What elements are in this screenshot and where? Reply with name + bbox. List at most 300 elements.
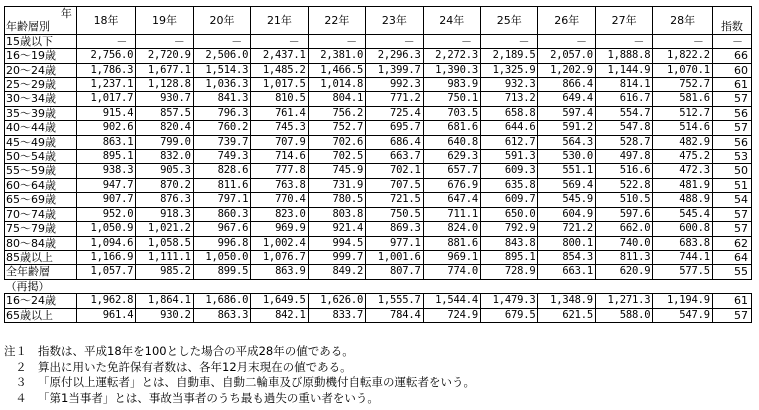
value-cell: 841.3	[193, 92, 250, 106]
value-cell: 1,002.4	[251, 236, 308, 250]
value-cell: 1,390.3	[423, 63, 480, 77]
value-cell: 803.8	[308, 207, 365, 221]
value-cell: 635.8	[481, 178, 538, 192]
value-cell: 1,057.7	[76, 265, 136, 279]
table-row	[5, 63, 752, 77]
value-cell: 475.2	[653, 150, 713, 164]
value-cell: 551.1	[538, 164, 595, 178]
value-cell: 512.7	[653, 106, 713, 120]
value-cell: 828.6	[193, 164, 250, 178]
value-cell: 930.7	[136, 92, 193, 106]
corner-age-label: 年齢層別	[5, 20, 77, 34]
age-group-label: 30～34歳	[5, 92, 77, 106]
value-cell: 591.2	[538, 121, 595, 135]
year-header: 27年	[595, 7, 652, 35]
value-cell: 866.4	[538, 78, 595, 92]
reprint-row	[5, 294, 752, 308]
value-cell: 992.3	[366, 78, 423, 92]
accident-rate-table-wrap	[4, 6, 752, 323]
value-cell: 612.7	[481, 135, 538, 149]
value-cell: 905.3	[136, 164, 193, 178]
value-cell: 881.6	[423, 236, 480, 250]
table-row	[5, 106, 752, 120]
value-cell: 811.3	[595, 250, 652, 264]
index-cell: 53	[712, 150, 751, 164]
value-cell: 857.5	[136, 106, 193, 120]
index-cell: 57	[712, 222, 751, 236]
value-cell: 749.3	[193, 150, 250, 164]
value-cell: 760.2	[193, 121, 250, 135]
value-cell: 1,076.7	[251, 250, 308, 264]
index-cell: 57	[712, 308, 751, 322]
value-cell: 676.9	[423, 178, 480, 192]
reprint-label-row	[5, 279, 752, 293]
corner-year-label: 年	[5, 7, 77, 21]
table-row	[5, 78, 752, 92]
value-cell: 545.9	[538, 193, 595, 207]
value-cell: 870.2	[136, 178, 193, 192]
value-cell: 725.4	[366, 106, 423, 120]
index-cell: 66	[712, 49, 751, 63]
value-cell: 616.7	[595, 92, 652, 106]
value-cell: 1,479.3	[481, 294, 538, 308]
value-cell: 969.9	[251, 222, 308, 236]
value-cell: 711.1	[423, 207, 480, 221]
value-cell: 1,626.0	[308, 294, 365, 308]
table-row	[5, 236, 752, 250]
blank-cell	[76, 279, 136, 293]
header-row	[5, 7, 752, 21]
value-cell: 1,555.7	[366, 294, 423, 308]
value-cell: 702.5	[308, 150, 365, 164]
blank-cell	[193, 279, 250, 293]
value-cell: 1,014.8	[308, 78, 365, 92]
table-row	[5, 178, 752, 192]
value-cell: 510.5	[595, 193, 652, 207]
value-cell: 528.7	[595, 135, 652, 149]
value-cell: 2,506.0	[193, 49, 250, 63]
value-cell: 547.9	[653, 308, 713, 322]
blank-cell	[423, 279, 480, 293]
value-cell: 1,888.8	[595, 49, 652, 63]
value-cell: 604.9	[538, 207, 595, 221]
value-cell: 707.5	[366, 178, 423, 192]
value-cell: 1,036.3	[193, 78, 250, 92]
value-cell: 1,686.0	[193, 294, 250, 308]
year-header: 20年	[193, 7, 250, 35]
value-cell: 657.7	[423, 164, 480, 178]
value-cell: 1,348.9	[538, 294, 595, 308]
value-cell: 1,864.1	[136, 294, 193, 308]
value-cell: 686.4	[366, 135, 423, 149]
table-row	[5, 135, 752, 149]
year-header: 18年	[76, 7, 136, 35]
year-header: 24年	[423, 7, 480, 35]
year-header: 23年	[366, 7, 423, 35]
index-cell: 51	[712, 178, 751, 192]
value-cell: 662.0	[595, 222, 652, 236]
value-cell: 899.5	[193, 265, 250, 279]
note-text: 算出に用いた免許保有者数は、各年12月末現在の値である。	[38, 359, 352, 374]
year-header: 28年	[653, 7, 713, 35]
blank-cell	[366, 279, 423, 293]
value-cell: 820.4	[136, 121, 193, 135]
age-group-label: 全年齢層	[5, 265, 77, 279]
value-cell: －	[481, 34, 538, 48]
index-header: 指数	[712, 20, 751, 34]
value-cell: 983.9	[423, 78, 480, 92]
age-group-label: 60～64歳	[5, 178, 77, 192]
table-row	[5, 150, 752, 164]
value-cell: 530.0	[538, 150, 595, 164]
value-cell: 650.0	[481, 207, 538, 221]
value-cell: 863.1	[76, 135, 136, 149]
value-cell: 1,466.5	[308, 63, 365, 77]
value-cell: 763.8	[251, 178, 308, 192]
value-cell: 930.2	[136, 308, 193, 322]
value-cell: 703.5	[423, 106, 480, 120]
value-cell: 1,166.9	[76, 250, 136, 264]
value-cell: 771.2	[366, 92, 423, 106]
value-cell: 482.9	[653, 135, 713, 149]
age-group-label: 25～29歳	[5, 78, 77, 92]
note-text: 「第1当事者」とは、事故当事者のうち最も過失の重い者をいう。	[38, 390, 379, 405]
value-cell: 938.3	[76, 164, 136, 178]
reprint-row	[5, 308, 752, 322]
value-cell: 621.5	[538, 308, 595, 322]
value-cell: 600.8	[653, 222, 713, 236]
value-cell: －	[308, 34, 365, 48]
value-cell: 1,070.1	[653, 63, 713, 77]
value-cell: 1,111.1	[136, 250, 193, 264]
value-cell: 683.8	[653, 236, 713, 250]
value-cell: 814.1	[595, 78, 652, 92]
value-cell: 472.3	[653, 164, 713, 178]
notes-section	[4, 344, 475, 406]
index-cell: 64	[712, 250, 751, 264]
index-cell: 56	[712, 135, 751, 149]
table-row	[5, 265, 752, 279]
value-cell: 761.4	[251, 106, 308, 120]
value-cell: 832.0	[136, 150, 193, 164]
value-cell: 569.4	[538, 178, 595, 192]
value-cell: 895.1	[481, 250, 538, 264]
age-group-label: 85歳以上	[5, 250, 77, 264]
value-cell: 969.1	[423, 250, 480, 264]
value-cell: 724.9	[423, 308, 480, 322]
index-header-top	[712, 7, 751, 21]
value-cell: 1,649.5	[251, 294, 308, 308]
value-cell: 869.3	[366, 222, 423, 236]
value-cell: 999.7	[308, 250, 365, 264]
value-cell: －	[76, 34, 136, 48]
value-cell: 947.7	[76, 178, 136, 192]
table-row	[5, 193, 752, 207]
value-cell: 833.7	[308, 308, 365, 322]
value-cell: 739.7	[193, 135, 250, 149]
value-cell: 1,485.2	[251, 63, 308, 77]
value-cell: －	[366, 34, 423, 48]
value-cell: 784.4	[366, 308, 423, 322]
value-cell: 721.2	[538, 222, 595, 236]
value-cell: 1,017.7	[76, 92, 136, 106]
value-cell: 2,720.9	[136, 49, 193, 63]
value-cell: 1,001.6	[366, 250, 423, 264]
value-cell: 1,144.9	[595, 63, 652, 77]
value-cell: 522.8	[595, 178, 652, 192]
value-cell: 695.7	[366, 121, 423, 135]
value-cell: 1,514.3	[193, 63, 250, 77]
value-cell: 770.4	[251, 193, 308, 207]
value-cell: 2,057.0	[538, 49, 595, 63]
blank-cell	[538, 279, 595, 293]
value-cell: －	[595, 34, 652, 48]
value-cell: 707.9	[251, 135, 308, 149]
value-cell: －	[653, 34, 713, 48]
value-cell: 961.4	[76, 308, 136, 322]
value-cell: 2,189.5	[481, 49, 538, 63]
blank-cell	[308, 279, 365, 293]
value-cell: 497.8	[595, 150, 652, 164]
value-cell: 752.7	[308, 121, 365, 135]
value-cell: 863.3	[193, 308, 250, 322]
age-group-label: 16～19歳	[5, 49, 77, 63]
year-header: 26年	[538, 7, 595, 35]
value-cell: 1,021.2	[136, 222, 193, 236]
blank-cell	[712, 279, 751, 293]
reprint-label: （再掲）	[5, 279, 77, 293]
value-cell: 1,050.0	[193, 250, 250, 264]
value-cell: 907.7	[76, 193, 136, 207]
table-row	[5, 92, 752, 106]
value-cell: 702.1	[366, 164, 423, 178]
note-text: 指数は、平成18年を100とした場合の平成28年の値である。	[38, 344, 354, 358]
age-group-label: 55～59歳	[5, 164, 77, 178]
value-cell: 679.5	[481, 308, 538, 322]
note-key: ３	[15, 375, 27, 389]
index-cell: 56	[712, 106, 751, 120]
value-cell: 713.2	[481, 92, 538, 106]
blank-cell	[653, 279, 713, 293]
age-group-label: 20～24歳	[5, 63, 77, 77]
age-group-label: 65歳以上	[5, 308, 77, 322]
note-key: 注１	[4, 344, 27, 358]
note-line	[4, 391, 475, 407]
index-cell: 61	[712, 294, 751, 308]
value-cell: 488.9	[653, 193, 713, 207]
value-cell: 799.0	[136, 135, 193, 149]
value-cell: 647.4	[423, 193, 480, 207]
value-cell: 810.5	[251, 92, 308, 106]
value-cell: 2,381.0	[308, 49, 365, 63]
value-cell: 1,202.9	[538, 63, 595, 77]
index-cell: 55	[712, 265, 751, 279]
value-cell: 1,962.8	[76, 294, 136, 308]
value-cell: 780.5	[308, 193, 365, 207]
value-cell: 2,756.0	[76, 49, 136, 63]
value-cell: 750.5	[366, 207, 423, 221]
value-cell: 876.3	[136, 193, 193, 207]
value-cell: 985.2	[136, 265, 193, 279]
year-header: 22年	[308, 7, 365, 35]
index-cell: 57	[712, 121, 751, 135]
value-cell: 728.9	[481, 265, 538, 279]
value-cell: 721.5	[366, 193, 423, 207]
note-line	[4, 344, 475, 360]
index-cell: 57	[712, 92, 751, 106]
value-cell: 967.6	[193, 222, 250, 236]
year-header: 19年	[136, 7, 193, 35]
index-cell: －	[712, 34, 751, 48]
value-cell: 481.9	[653, 178, 713, 192]
blank-cell	[595, 279, 652, 293]
table-row	[5, 164, 752, 178]
value-cell: 777.8	[251, 164, 308, 178]
value-cell: 714.6	[251, 150, 308, 164]
note-line	[4, 375, 475, 391]
value-cell: 577.5	[653, 265, 713, 279]
value-cell: 740.0	[595, 236, 652, 250]
value-cell: 902.6	[76, 121, 136, 135]
value-cell: －	[136, 34, 193, 48]
value-cell: 620.9	[595, 265, 652, 279]
value-cell: 1,325.9	[481, 63, 538, 77]
value-cell: 1,050.9	[76, 222, 136, 236]
value-cell: 1,399.7	[366, 63, 423, 77]
blank-cell	[136, 279, 193, 293]
value-cell: 591.3	[481, 150, 538, 164]
value-cell: 977.1	[366, 236, 423, 250]
age-group-label: 65～69歳	[5, 193, 77, 207]
table-row	[5, 207, 752, 221]
value-cell: 952.0	[76, 207, 136, 221]
value-cell: 588.0	[595, 308, 652, 322]
table-row	[5, 250, 752, 264]
value-cell: 681.6	[423, 121, 480, 135]
value-cell: 745.9	[308, 164, 365, 178]
value-cell: 1,017.5	[251, 78, 308, 92]
value-cell: 649.4	[538, 92, 595, 106]
value-cell: 1,094.6	[76, 236, 136, 250]
value-cell: 514.6	[653, 121, 713, 135]
age-group-label: 16～24歳	[5, 294, 77, 308]
value-cell: 545.4	[653, 207, 713, 221]
value-cell: 1,544.4	[423, 294, 480, 308]
value-cell: 2,296.3	[366, 49, 423, 63]
accident-rate-table	[4, 6, 752, 323]
value-cell: 823.0	[251, 207, 308, 221]
value-cell: 2,272.3	[423, 49, 480, 63]
blank-cell	[251, 279, 308, 293]
value-cell: 640.8	[423, 135, 480, 149]
value-cell: －	[538, 34, 595, 48]
value-cell: 2,437.1	[251, 49, 308, 63]
value-cell: 663.1	[538, 265, 595, 279]
value-cell: 1,128.8	[136, 78, 193, 92]
value-cell: 609.3	[481, 164, 538, 178]
value-cell: －	[251, 34, 308, 48]
index-cell: 50	[712, 164, 751, 178]
value-cell: 644.6	[481, 121, 538, 135]
index-cell: 57	[712, 207, 751, 221]
table-row	[5, 121, 752, 135]
value-cell: 996.8	[193, 236, 250, 250]
value-cell: 804.1	[308, 92, 365, 106]
value-cell: 564.3	[538, 135, 595, 149]
year-header: 21年	[251, 7, 308, 35]
value-cell: 854.3	[538, 250, 595, 264]
index-cell: 61	[712, 78, 751, 92]
value-cell: 811.6	[193, 178, 250, 192]
age-group-label: 70～74歳	[5, 207, 77, 221]
value-cell: 731.9	[308, 178, 365, 192]
value-cell: 745.3	[251, 121, 308, 135]
value-cell: 597.4	[538, 106, 595, 120]
value-cell: 554.7	[595, 106, 652, 120]
value-cell: 663.7	[366, 150, 423, 164]
table-row	[5, 222, 752, 236]
value-cell: 863.9	[251, 265, 308, 279]
value-cell: 1,786.3	[76, 63, 136, 77]
age-group-label: 35～39歳	[5, 106, 77, 120]
value-cell: －	[193, 34, 250, 48]
age-group-label: 50～54歳	[5, 150, 77, 164]
value-cell: 1,271.3	[595, 294, 652, 308]
value-cell: 994.5	[308, 236, 365, 250]
value-cell: －	[423, 34, 480, 48]
age-group-label: 15歳以下	[5, 34, 77, 48]
note-key: ４	[15, 390, 27, 405]
value-cell: 774.0	[423, 265, 480, 279]
value-cell: 792.9	[481, 222, 538, 236]
value-cell: 921.4	[308, 222, 365, 236]
value-cell: 1,822.2	[653, 49, 713, 63]
value-cell: 797.1	[193, 193, 250, 207]
value-cell: 756.2	[308, 106, 365, 120]
age-group-label: 40～44歳	[5, 121, 77, 135]
value-cell: 842.1	[251, 308, 308, 322]
value-cell: 516.6	[595, 164, 652, 178]
value-cell: 581.6	[653, 92, 713, 106]
year-header: 25年	[481, 7, 538, 35]
value-cell: 1,058.5	[136, 236, 193, 250]
value-cell: 547.8	[595, 121, 652, 135]
index-cell: 62	[712, 236, 751, 250]
value-cell: 1,194.9	[653, 294, 713, 308]
note-key: ２	[15, 359, 27, 374]
table-row	[5, 34, 752, 48]
value-cell: 849.2	[308, 265, 365, 279]
value-cell: 932.3	[481, 78, 538, 92]
blank-cell	[481, 279, 538, 293]
value-cell: 1,237.1	[76, 78, 136, 92]
value-cell: 1,677.1	[136, 63, 193, 77]
value-cell: 915.4	[76, 106, 136, 120]
value-cell: 807.7	[366, 265, 423, 279]
value-cell: 750.1	[423, 92, 480, 106]
value-cell: 796.3	[193, 106, 250, 120]
index-cell: 60	[712, 63, 751, 77]
value-cell: 658.8	[481, 106, 538, 120]
age-group-label: 75～79歳	[5, 222, 77, 236]
value-cell: 744.1	[653, 250, 713, 264]
value-cell: 702.6	[308, 135, 365, 149]
value-cell: 609.7	[481, 193, 538, 207]
table-row	[5, 49, 752, 63]
value-cell: 597.6	[595, 207, 652, 221]
value-cell: 860.3	[193, 207, 250, 221]
value-cell: 629.3	[423, 150, 480, 164]
